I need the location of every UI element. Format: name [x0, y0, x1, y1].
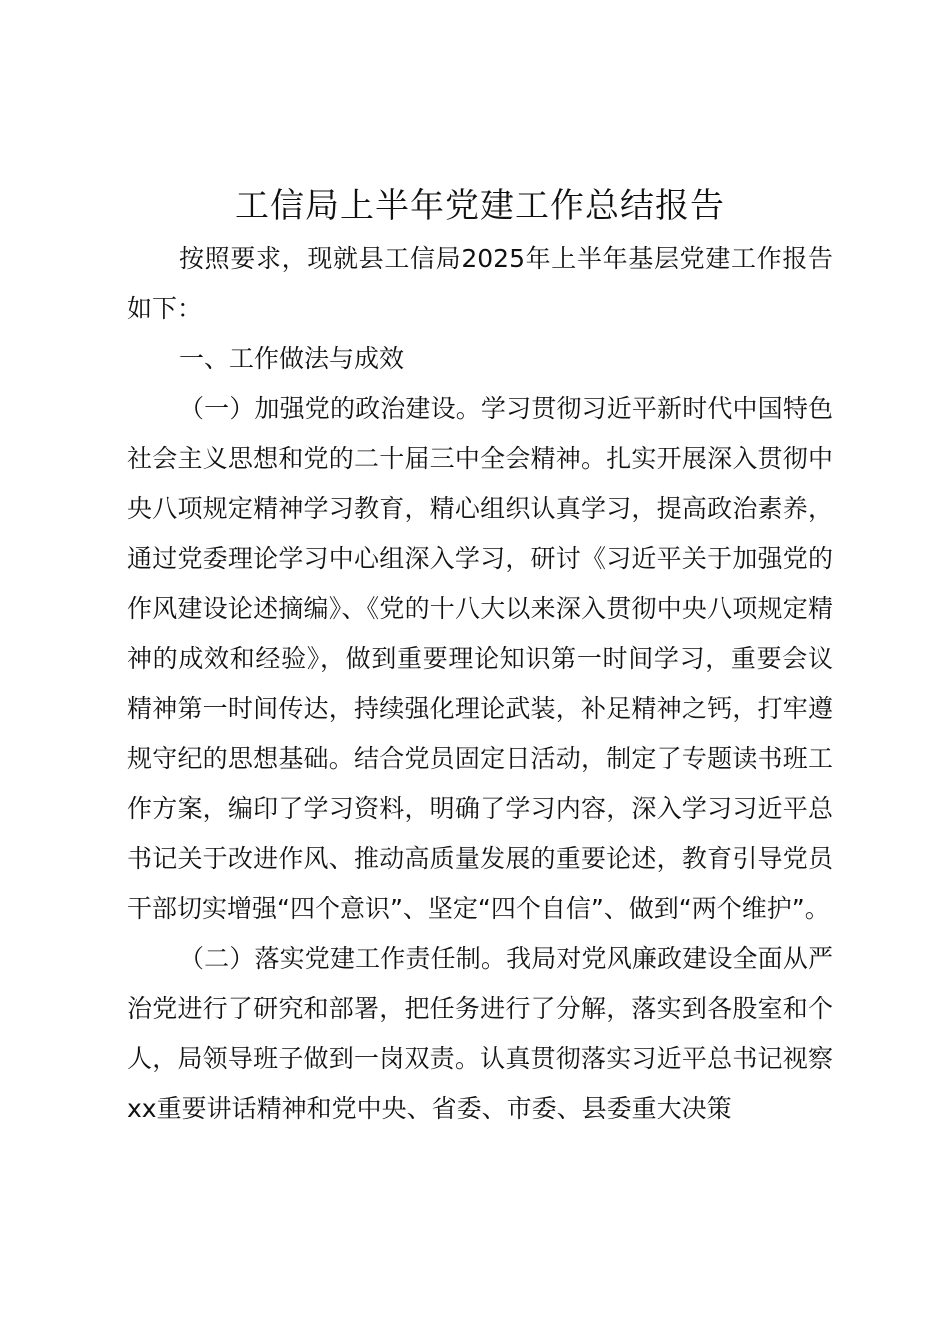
- intro-paragraph: 按照要求，现就县工信局2025年上半年基层党建工作报告如下：: [127, 244, 833, 323]
- paragraph-political-building: （一）加强党的政治建设。学习贯彻习近平新时代中国特色社会主义思想和党的二十届三中全会精神。扎实开展深入贯彻中央八项规定精神学习教育，精心组织认真学习，提高政治素养，通过党委理论学习中心组深入学习，研讨《习近平关于加强党的作风建设论述摘编》、《党的十八大以来深入贯彻中央八项规定精神的成效和经验》，做到重要理论知识第一时间学习，重要会议精神第一时间传达，持续强化理论武装，补足精神之钙，打牢遵规守纪的思想基础。结合党员固定日活动，制定了专题读书班工作方案，编印了学习资料，明确了学习内容，深入学习习近平总书记关于改进作风、推动高质量发展的重要论述，教育引导党员干部切实增强“四个意识”、坚定“四个自信”、做到“两个维护”。: [127, 394, 833, 923]
- document-page: [127, 178, 833, 1134]
- section-heading: 一、工作做法与成效: [179, 344, 405, 373]
- document-title: 工信局上半年党建工作总结报告: [235, 186, 725, 226]
- paragraph-responsibility-system: （二）落实党建工作责任制。我局对党风廉政建设全面从严治党进行了研究和部署，把任务进行了分解，落实到各股室和个人，局领导班子做到一岗双责。认真贯彻落实习近平总书记视察xx重要讲话精神和党中央、省委、市委、县委重大决策: [127, 944, 833, 1123]
